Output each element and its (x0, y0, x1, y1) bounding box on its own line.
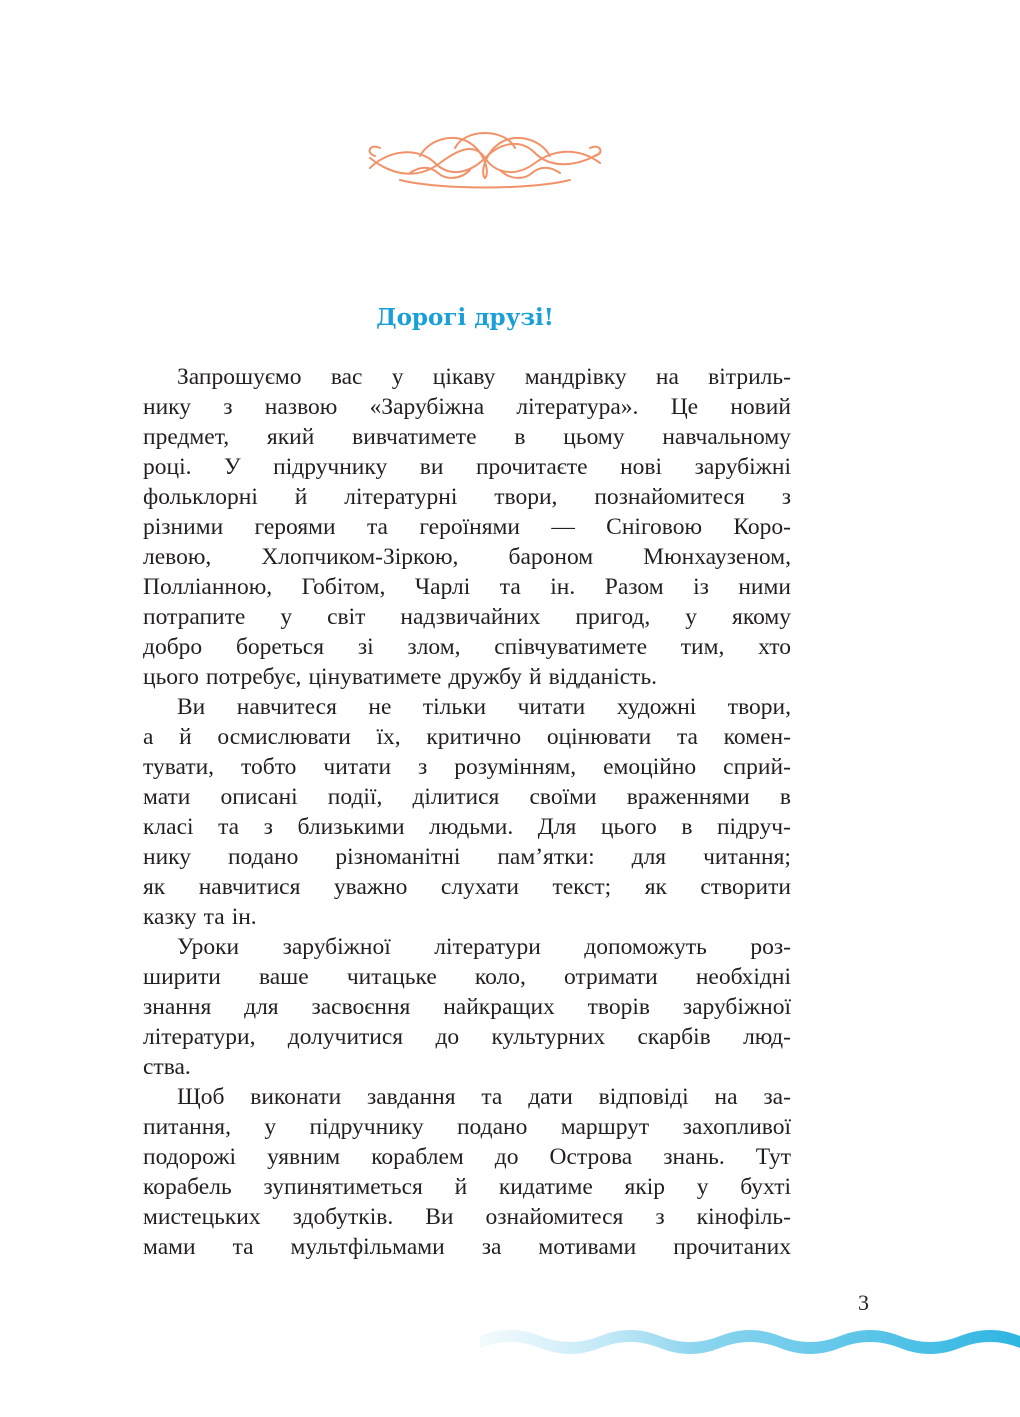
text-line: нику з назвою «Зарубіжна література». Це новий (143, 394, 791, 420)
text-line: мати описані події, ділитися своїми враженнями в (143, 784, 791, 810)
decorative-flourish-icon (360, 118, 610, 198)
text-line: ства. (143, 1054, 191, 1080)
page-title: Дорогі друзі! (376, 304, 554, 331)
text-line: різними героями та героїнями — Сніговою Коро- (143, 514, 791, 540)
text-line: нику подано різноманітні пам’ятки: для читання; (143, 844, 791, 870)
text-line: класі та з близькими людьми. Для цього в підруч- (143, 814, 791, 840)
text-line: а й осмислювати їх, критично оцінювати та комен- (143, 724, 791, 750)
text-line: цього потребує, цінуватимете дружбу й відданість. (143, 664, 658, 690)
paragraph (143, 692, 791, 932)
text-line: Ви навчитеся не тільки читати художні твори, (177, 694, 791, 720)
text-line: питання, у підручнику подано маршрут захопливої (143, 1114, 791, 1140)
text-line: предмет, який вивчатимете в цьому навчальному (143, 424, 791, 450)
paragraph (143, 1082, 791, 1262)
text-line: знання для засвоєння найкращих творів зарубіжної (143, 994, 791, 1020)
text-line: році. У підручнику ви прочитаєте нові зарубіжні (143, 454, 791, 480)
page-number: 3 (858, 1290, 869, 1315)
text-line: потрапите у світ надзвичайних пригод, у якому (143, 604, 791, 630)
text-line: Уроки зарубіжної літератури допоможуть роз- (177, 934, 791, 960)
text-line: літератури, долучитися до культурних скарбів люд- (143, 1024, 791, 1050)
text-line: Полліанною, Гобітом, Чарлі та ін. Разом із ними (143, 574, 791, 600)
text-line: Щоб виконати завдання та дати відповіді на за- (177, 1084, 791, 1110)
paragraph (143, 362, 791, 692)
text-line: мистецьких здобутків. Ви ознайомитеся з кінофіль- (143, 1204, 791, 1230)
text-line: мами та мультфільмами за мотивами прочитаних (143, 1234, 791, 1260)
text-line: ширити ваше читацьке коло, отримати необхідні (143, 964, 791, 990)
text-line: Запрошуємо вас у цікаву мандрівку на вітриль- (177, 364, 791, 390)
text-line: як навчитися уважно слухати текст; як створити (143, 874, 791, 900)
text-line: добро бореться зі злом, співчуватимете тим, хто (143, 634, 791, 660)
text-line: левою, Хлопчиком-Зіркою, бароном Мюнхаузеном, (143, 544, 791, 570)
text-line: корабель зупинятиметься й кидатиме якір у бухті (143, 1174, 791, 1200)
text-line: фольклорні й літературні твори, познайомитеся з (143, 484, 791, 510)
text-line: подорожі уявним кораблем до Острова знань. Тут (143, 1144, 791, 1170)
paragraph (143, 932, 791, 1082)
text-line: казку та ін. (143, 904, 257, 930)
body-text (143, 362, 791, 1262)
wave-decoration-icon (480, 1322, 1020, 1362)
text-line: тувати, тобто читати з розумінням, емоційно сприй- (143, 754, 791, 780)
